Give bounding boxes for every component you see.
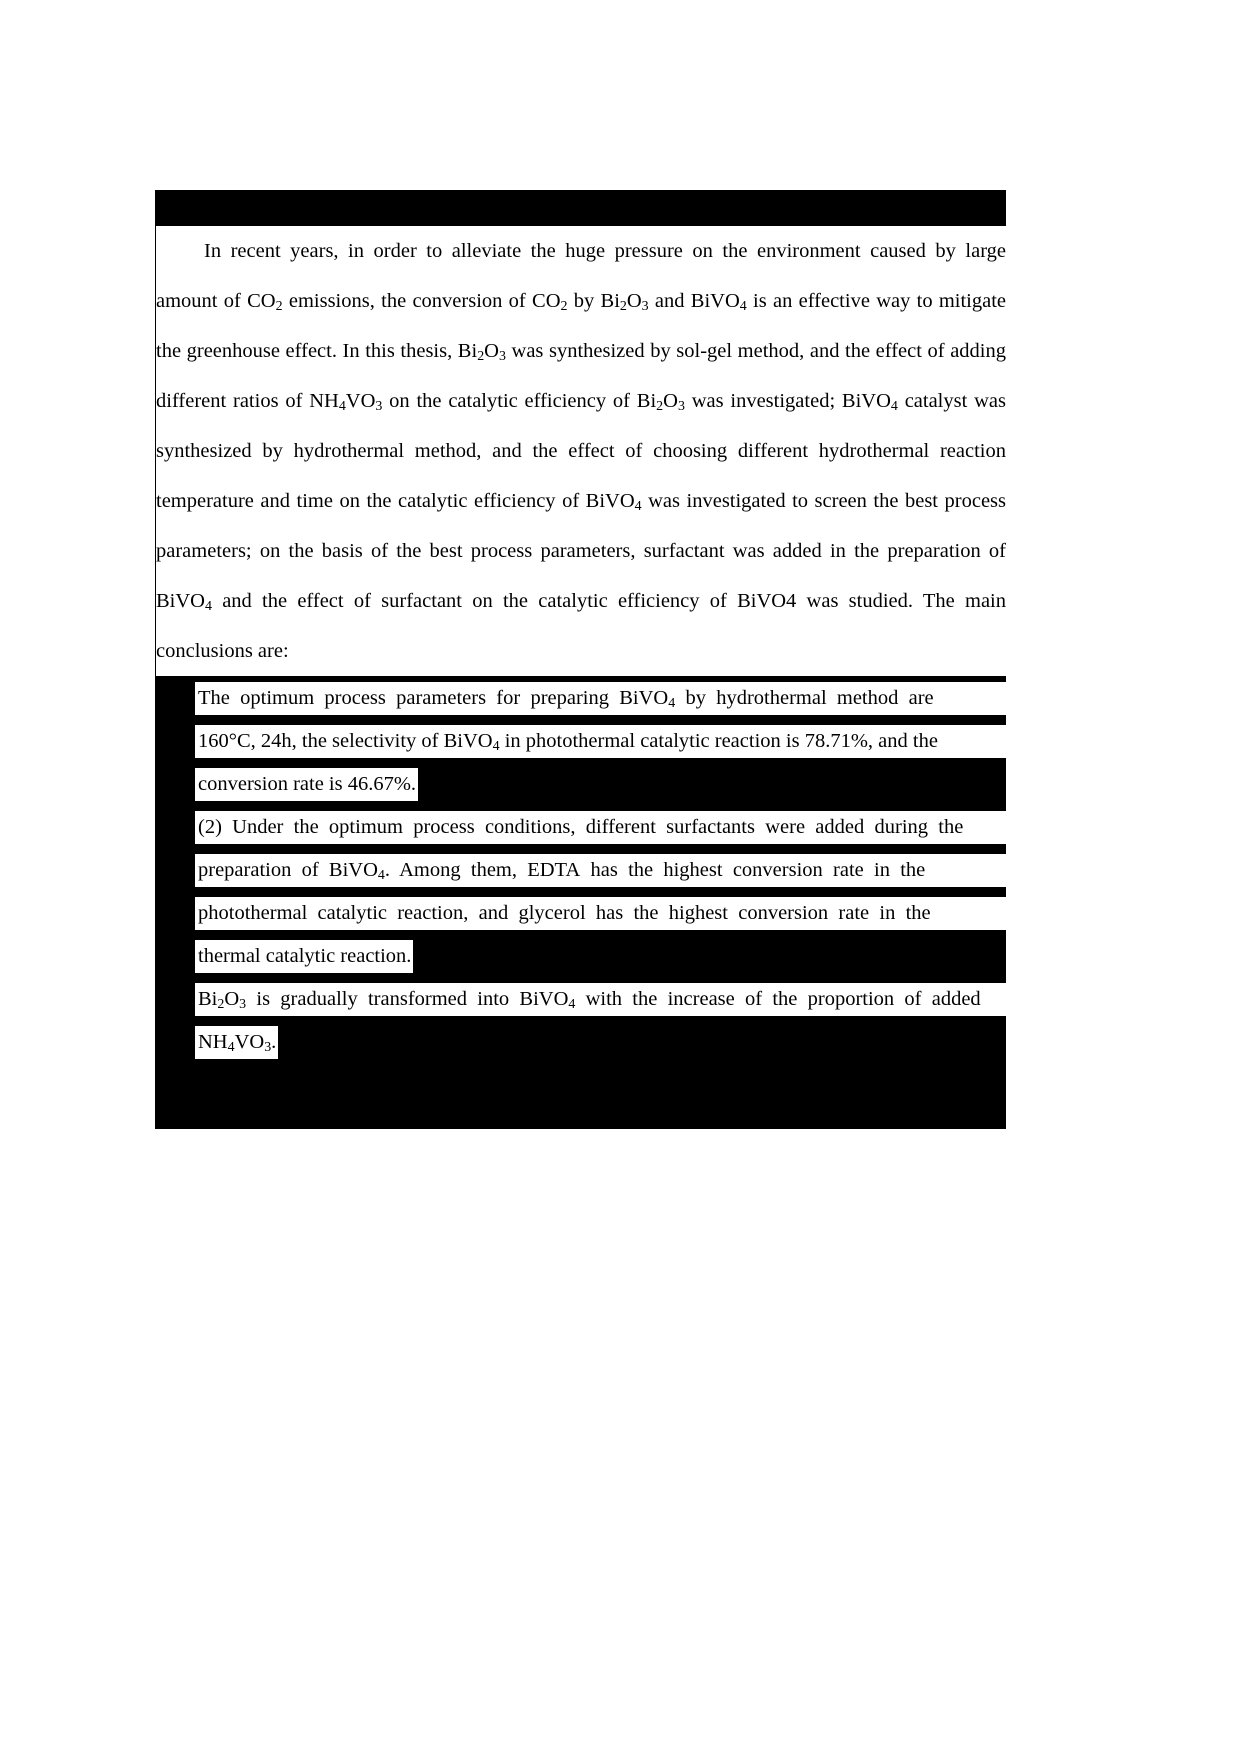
conclusions-selection-block xyxy=(155,676,1006,1129)
conclusion-2 xyxy=(155,811,1006,973)
subscript: 3 xyxy=(498,349,506,365)
conclusion-line: thermal catalytic reaction. xyxy=(195,940,413,973)
conclusion-3 xyxy=(155,983,1006,1059)
subscript: 4 xyxy=(634,499,642,515)
conclusion-line: The optimum process parameters for preparing BiVO$_4$ by hydrothermal method are xyxy=(195,682,1006,715)
subscript: 2 xyxy=(477,349,485,365)
subscript: 4 xyxy=(739,299,747,315)
subscript: 3 xyxy=(677,399,685,415)
conclusion-line: $Bi_2O_3$ is gradually transformed into BiVO$_4$ with the increase of the proportion of added xyxy=(195,983,1006,1016)
subscript: 2 xyxy=(275,299,283,315)
conclusion-line: 160°C, 24h, the selectivity of BiVO$_4$ in photothermal catalytic reaction is 78.71%, and the xyxy=(195,725,1006,758)
subscript: 3 xyxy=(375,399,383,415)
content-column xyxy=(155,190,1006,1129)
subscript: 2 xyxy=(656,399,664,415)
abstract-paragraph-text: In recent years, in order to alleviate the huge pressure on the environment caused by large amount of $CO_2$ emissions, the conversion of $CO_2$ by $Bi_2O_3$ and BiVO$_4$ is an effective way to mitigate the greenhouse effect. In this thesis, $Bi_2O_3$ was synthesized by sol-gel method, and the effect of adding different ratios of $NH_4VO_3$ on the catalytic efficiency of $Bi_2O_3$ was investigated; BiVO$_4$ catalyst was synthesized by hydrothermal method, and the effect of choosing different hydrothermal reaction temperature and time on the catalytic efficiency of BiVO$_4$ was investigated to screen the best process parameters; on the basis of the best process parameters, surfactant was added in the preparation of BiVO$_4$ and the effect of surfactant on the catalytic efficiency of BiVO4 was studied. The main conclusions are: xyxy=(156,240,1006,662)
subscript: 2 xyxy=(560,299,568,315)
abstract-paragraph xyxy=(155,226,1006,676)
conclusion-line: (2) Under the optimum process conditions, different surfactants were added during the xyxy=(195,811,1006,844)
conclusion-line: photothermal catalytic reaction, and glycerol has the highest conversion rate in the xyxy=(195,897,1006,930)
conclusion-line: preparation of BiVO$_4$. Among them, EDTA has the highest conversion rate in the xyxy=(195,854,1006,887)
conclusion-1 xyxy=(155,682,1006,801)
subscript: 3 xyxy=(641,299,649,315)
subscript: 4 xyxy=(204,599,212,615)
subscript: 4 xyxy=(890,399,898,415)
subscript: 4 xyxy=(338,399,346,415)
conclusion-line: $NH_4VO_3$. xyxy=(195,1026,278,1059)
subscript: 2 xyxy=(619,299,627,315)
selection-top-band xyxy=(155,190,1006,226)
conclusion-line: conversion rate is 46.67%. xyxy=(195,768,418,801)
